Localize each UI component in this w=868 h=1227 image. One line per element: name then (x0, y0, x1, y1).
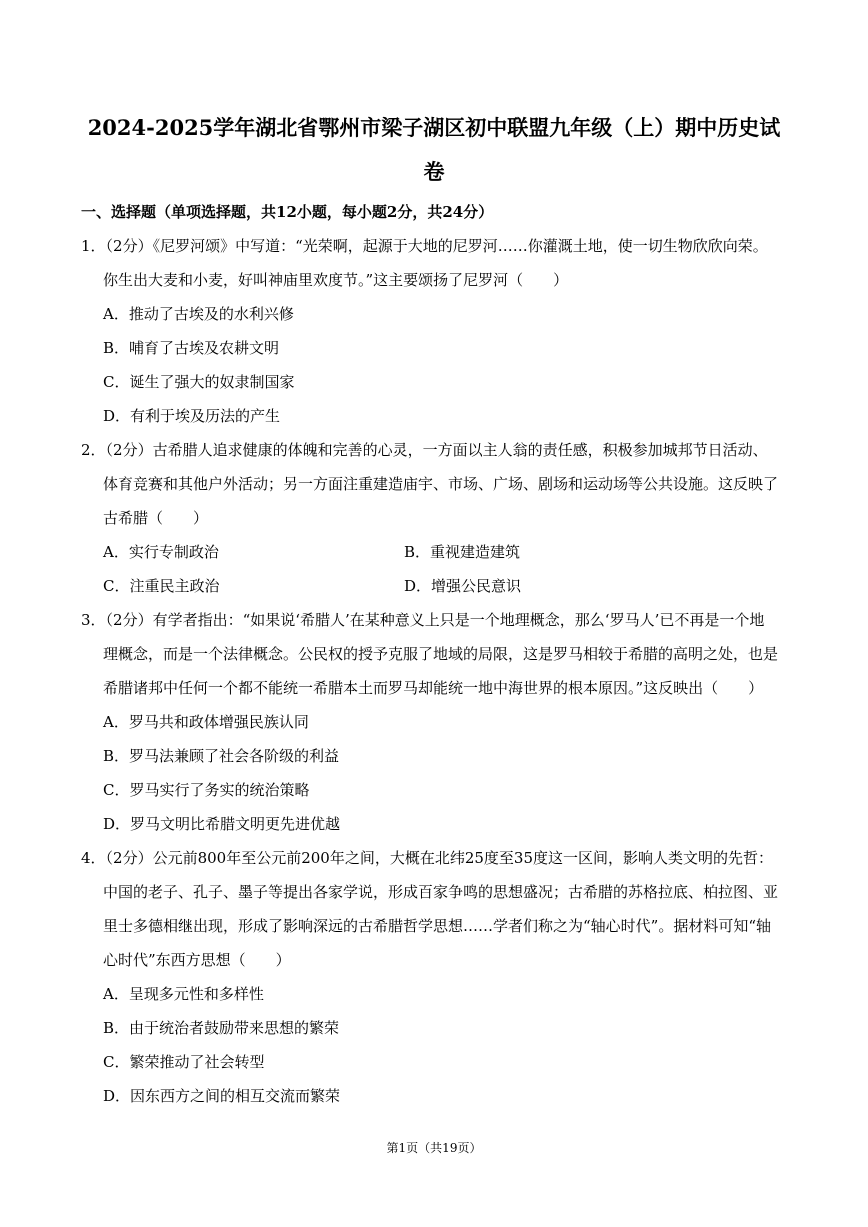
question-2-option-a: A．实行专制政治 (103, 543, 219, 561)
question-3-stem-line-2: 理概念，而是一个法律概念。公民权的授予克服了地域的局限，这是罗马相较于希腊的高明之处，也是 (103, 645, 779, 663)
question-3-option-a: A．罗马共和政体增强民族认同 (103, 713, 309, 731)
question-4-option-a: A．呈现多元性和多样性 (103, 985, 264, 1003)
page-footer: 第1页（共19页） (386, 1141, 482, 1155)
question-4-option-d: D．因东西方之间的相互交流而繁荣 (103, 1087, 341, 1105)
question-1-option-d: D．有利于埃及历法的产生 (103, 407, 281, 425)
question-1-stem-line-2: 你生出大麦和小麦，好叫神庙里欢度节。”这主要颂扬了尼罗河（ ） (103, 271, 569, 289)
exam-title-line-2: 卷 (423, 159, 445, 184)
question-3-option-b: B．罗马法兼顾了社会各阶级的利益 (103, 747, 340, 765)
question-4-option-b: B．由于统治者鼓励带来思想的繁荣 (103, 1019, 340, 1037)
question-4-option-c: C．繁荣推动了社会转型 (103, 1053, 265, 1071)
question-1-stem-line-1: 1．（2分）《尼罗河颂》中写道：“光荣啊，起源于大地的尼罗河……你灌溉土地，使一切生物欣欣向荣。 (81, 237, 768, 255)
question-2-option-b: B．重视建造建筑 (404, 543, 521, 561)
question-3-option-d: D．罗马文明比希腊文明更先进优越 (103, 815, 341, 833)
question-2-option-c: C．注重民主政治 (103, 577, 220, 595)
question-4-stem-line-2: 中国的老子、孔子、墨子等提出各家学说，形成百家争鸣的思想盛况；古希腊的苏格拉底、柏拉图、亚 (103, 883, 779, 901)
question-3-stem-line-1: 3．（2分）有学者指出：“如果说‘希腊人’在某种意义上只是一个地理概念，那么‘罗马人’已不再是一个地 (81, 611, 765, 629)
question-2-option-d: D．增强公民意识 (404, 577, 522, 595)
question-2-stem-line-3: 古希腊（ ） (103, 509, 209, 527)
question-1-option-b: B．哺育了古埃及农耕文明 (103, 339, 280, 357)
question-4-stem-line-3: 里士多德相继出现，形成了影响深远的古希腊哲学思想……学者们称之为“轴心时代”。据材料可知“轴 (103, 917, 772, 935)
exam-title-line-1: 2024-2025学年湖北省鄂州市梁子湖区初中联盟九年级（上）期中历史试 (87, 115, 781, 140)
question-1-option-c: C．诞生了强大的奴隶制国家 (103, 373, 295, 391)
question-4-stem-line-4: 心时代”东西方思想（ ） (103, 951, 291, 969)
question-4-stem-line-1: 4．（2分）公元前800年至公元前200年之间，大概在北纬25度至35度这一区间，影响人类文明的先哲： (81, 849, 774, 867)
question-3-stem-line-3: 希腊诸邦中任何一个都不能统一希腊本土而罗马却能统一地中海世界的根本原因。”这反映出（ ） (103, 679, 764, 697)
question-3-option-c: C．罗马实行了务实的统治策略 (103, 781, 310, 799)
question-2-stem-line-1: 2．（2分）古希腊人追求健康的体魄和完善的心灵，一方面以主人翁的责任感，积极参加城邦节日活动、 (81, 441, 768, 459)
section-heading: 一、选择题（单项选择题，共12小题，每小题2分，共24分） (81, 203, 494, 221)
question-1-option-a: A．推动了古埃及的水利兴修 (103, 305, 294, 323)
question-2-stem-line-2: 体育竞赛和其他户外活动；另一方面注重建造庙宇、市场、广场、剧场和运动场等公共设施。这反映了 (103, 475, 779, 493)
